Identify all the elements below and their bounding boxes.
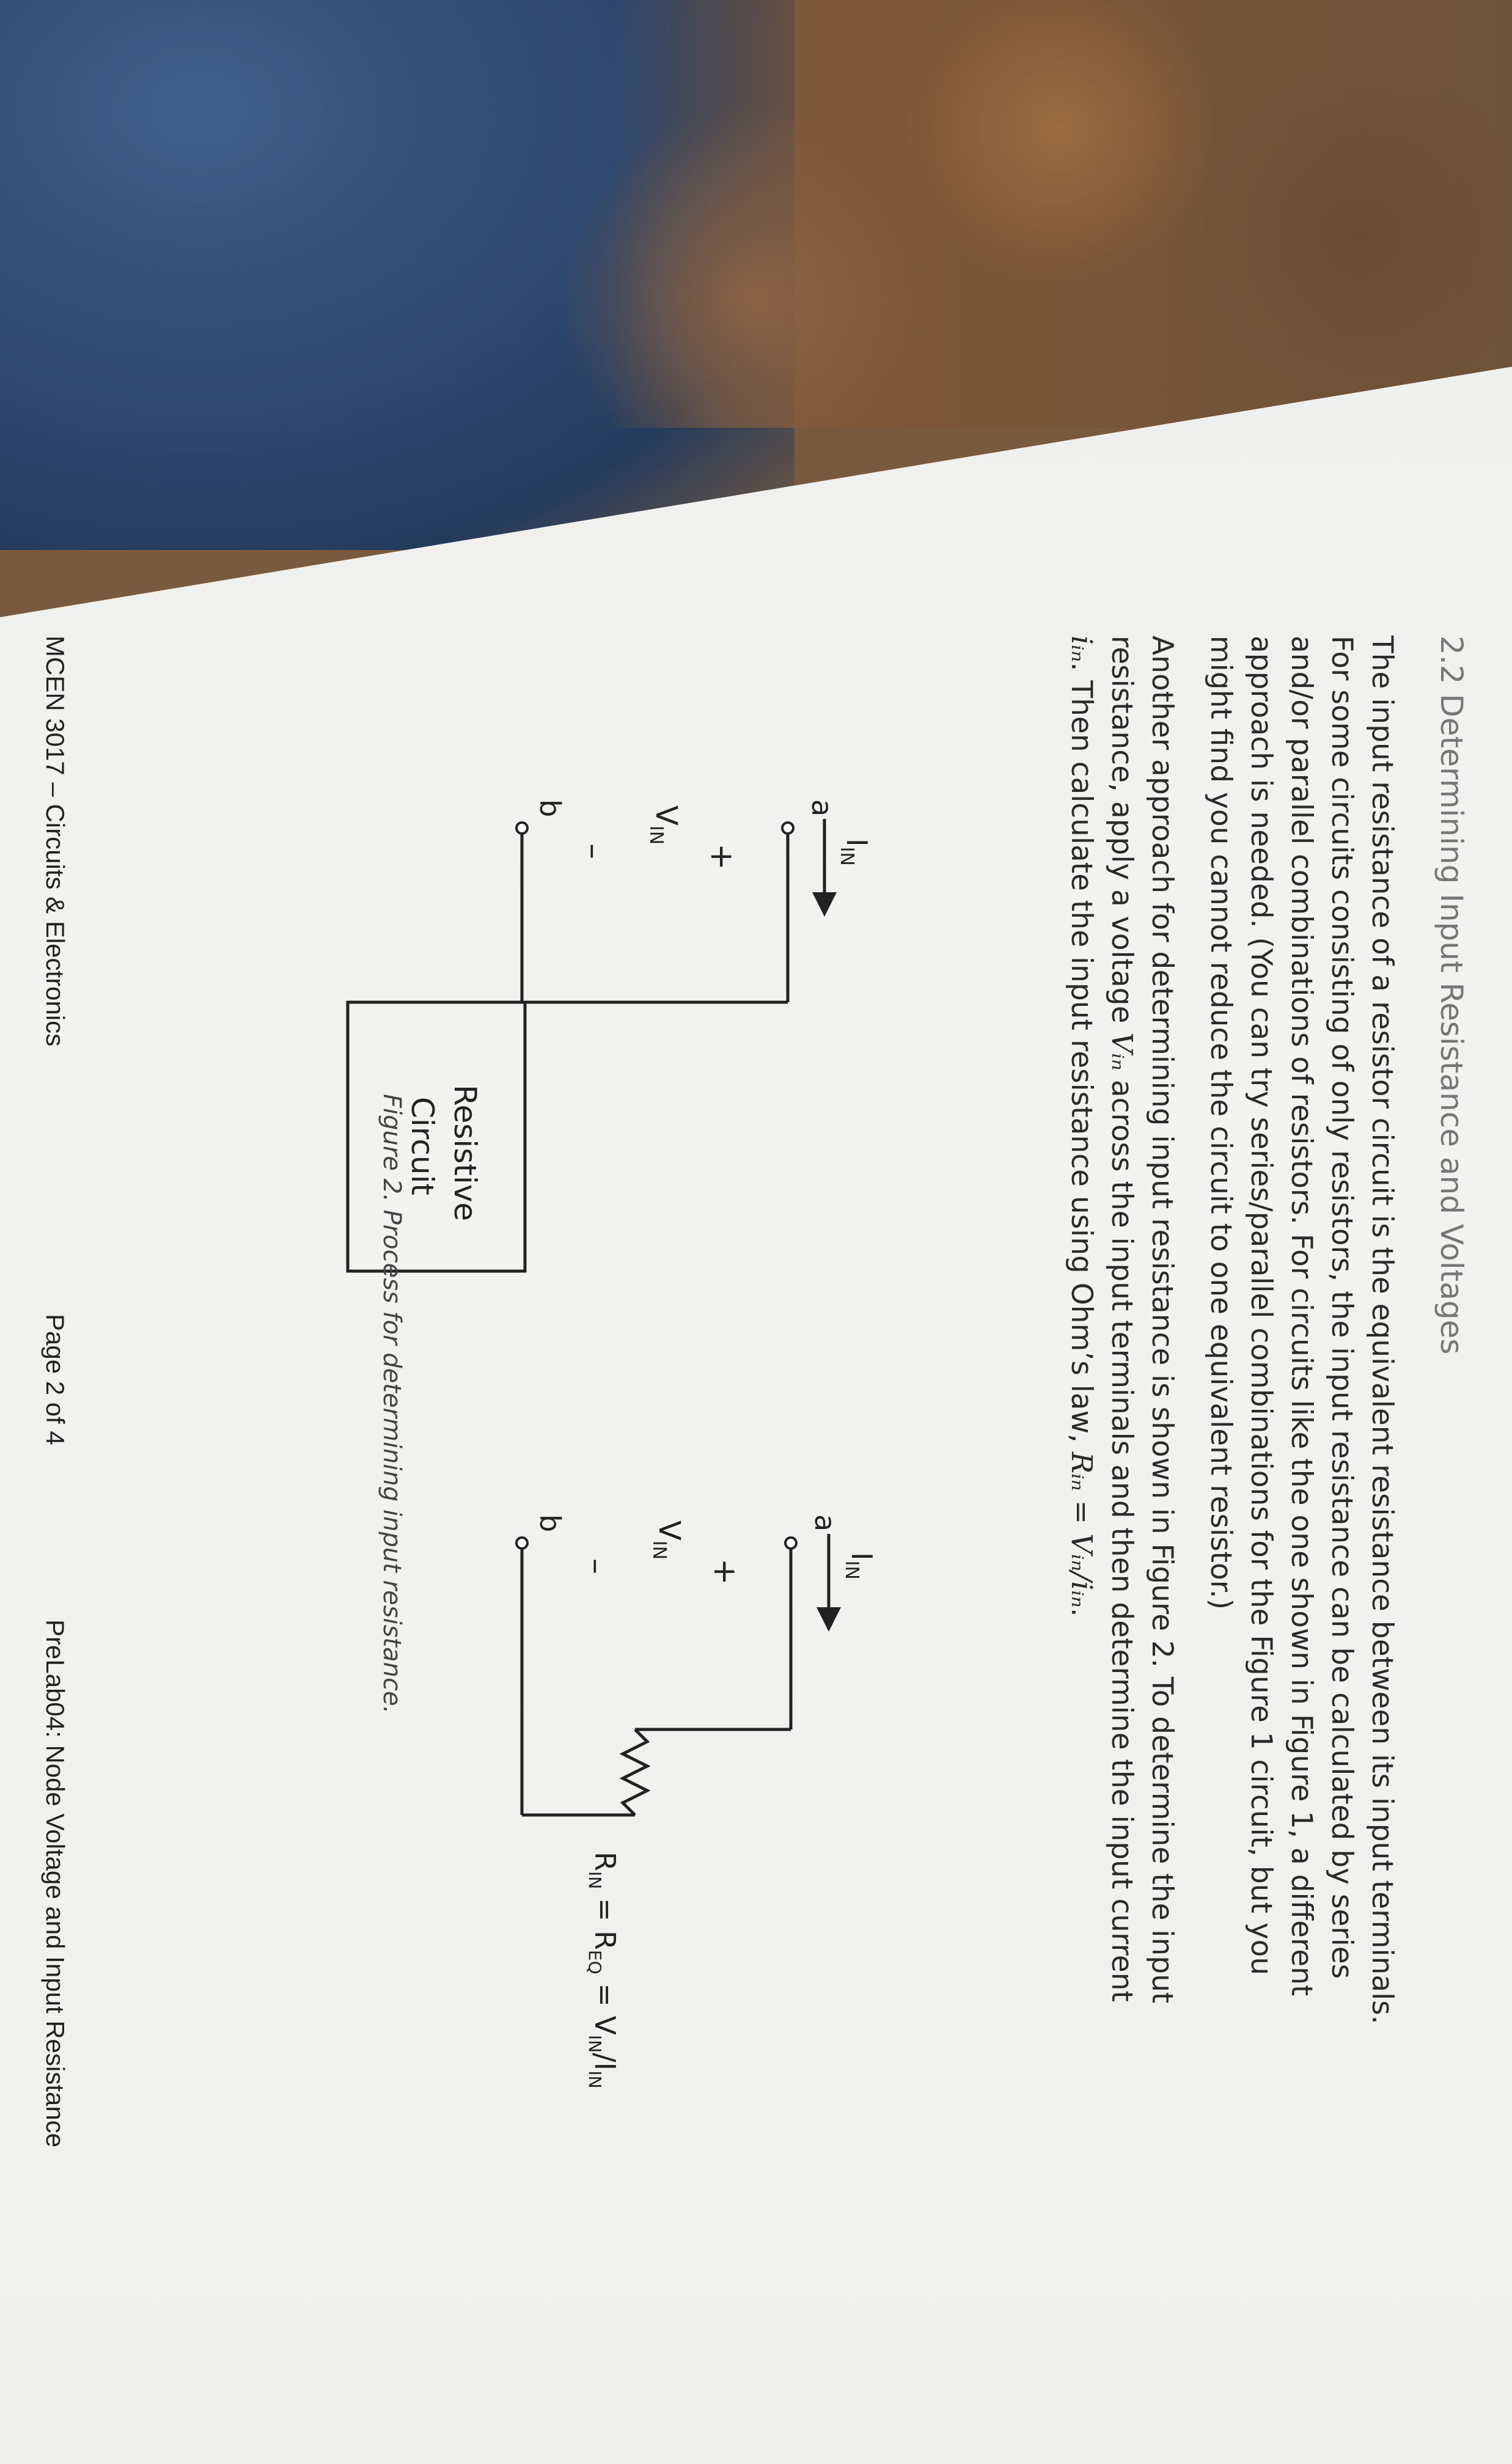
paragraph-line: The input resistance of a resistor circuit is the equivalent resistance between its input terminals.: [1365, 636, 1399, 2025]
resistive-circuit-label-line1: Resistive: [447, 1085, 483, 1222]
resistive-circuit-label-line2: Circuit: [405, 1097, 440, 1195]
section-title: 2.2 Determining Input Resistance and Voltages: [1434, 636, 1469, 1355]
left-voltage-label: $V_{IN}$: [645, 805, 683, 845]
equivalent-resistor-symbol: [623, 1729, 647, 1815]
paragraph-line: approach is needed. (You can try series/parallel combinations for the Figure 1 circuit, but you: [1244, 636, 1278, 1976]
right-plus: +: [706, 1558, 743, 1585]
left-circuit: [348, 799, 873, 1271]
left-current-arrow-head: [812, 892, 837, 917]
text-run: .: [1065, 1607, 1098, 1617]
math-ohms-law: Rᵢₙ = Vᵢₙ/iᵢₙ: [1065, 1451, 1098, 1608]
right-terminal-a-node: [785, 1538, 796, 1549]
math-vin: Vᵢₙ: [1105, 1032, 1139, 1071]
footer-assignment: PreLab04: Node Voltage and Input Resistance: [41, 1619, 70, 2147]
text-run: resistance, apply a voltage: [1105, 636, 1139, 1033]
left-terminal-b-node: [516, 823, 527, 834]
equivalent-resistance-equation: $R_{IN} = R_{EQ} = V_{IN}/I_{IN}$: [585, 1852, 622, 2089]
figure-caption: Figure 2. Process for determining input resistance.: [378, 1094, 406, 1714]
footer-course: MCEN 3017 – Circuits & Electronics: [41, 636, 70, 1047]
text-run: . Then calculate the input resistance using Ohm’s law,: [1065, 662, 1098, 1452]
left-terminal-a-node: [782, 823, 793, 834]
paragraph-line: Another approach for determining input resistance is shown in Figure 2. To determine the input: [1145, 636, 1179, 2004]
left-plus: +: [703, 843, 740, 870]
right-voltage-label: $V_{IN}$: [648, 1520, 686, 1560]
paragraph-line: and/or parallel combinations of resistors. For circuits like the one shown in Figure 1, a different: [1285, 636, 1318, 1997]
left-current-label: $I_{IN}$: [836, 838, 873, 866]
right-current-arrow-head: [817, 1607, 841, 1632]
right-terminal-b-node: [516, 1538, 527, 1549]
text-run: across the input terminals and then determine the input current: [1105, 1070, 1139, 2002]
paragraph-line: might find you cannot reduce the circuit to one equivalent resistor.): [1204, 636, 1238, 1610]
right-terminal-a: a: [809, 1514, 842, 1532]
left-terminal-a: a: [806, 799, 839, 817]
math-iin: iᵢₙ: [1065, 636, 1098, 662]
right-circuit: [516, 1514, 878, 2088]
left-terminal-b: b: [534, 799, 567, 818]
right-terminal-b: b: [534, 1514, 567, 1533]
left-minus: –: [575, 843, 612, 859]
footer-page-number: Page 2 of 4: [41, 1314, 70, 1445]
right-minus: –: [578, 1558, 615, 1574]
right-current-label: $I_{IN}$: [841, 1552, 878, 1580]
paragraph-line: For some circuits consisting of only resistors, the input resistance can be calculated by series: [1325, 636, 1359, 1979]
